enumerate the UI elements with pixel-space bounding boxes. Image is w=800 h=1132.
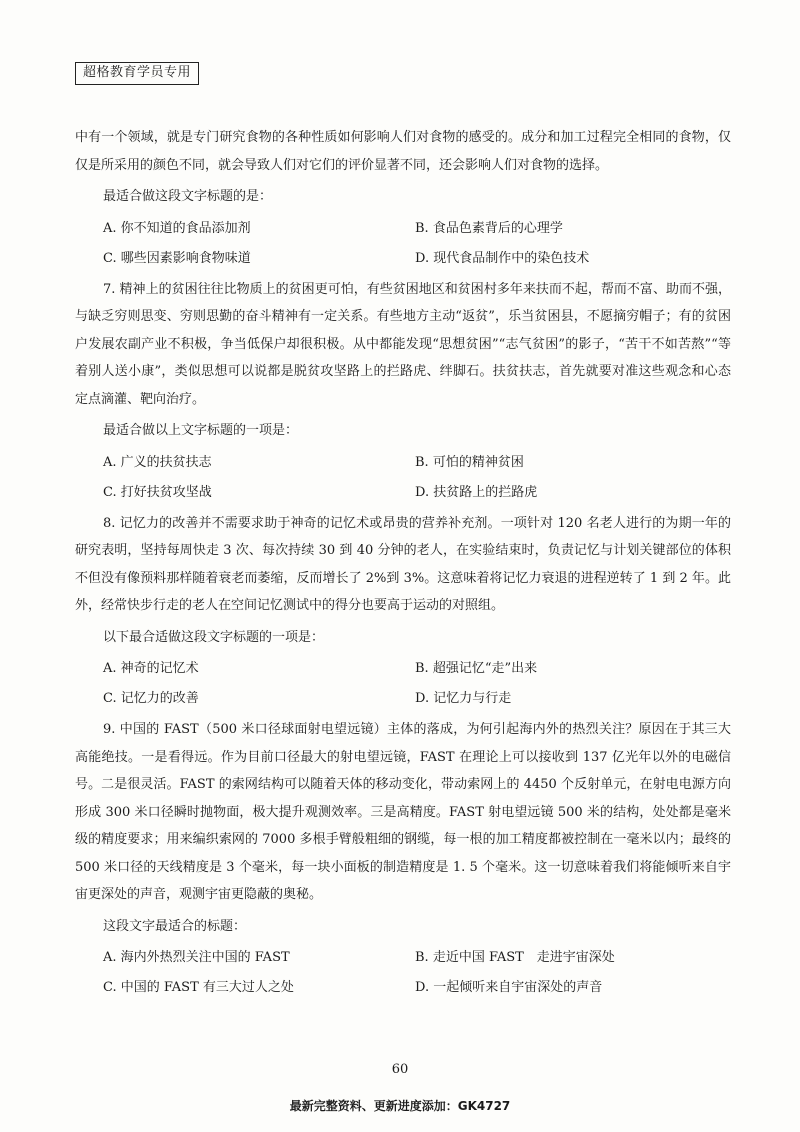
question-6-continuation	[75, 124, 731, 274]
page-number: 60	[391, 1062, 409, 1077]
options-grid	[75, 654, 731, 714]
option-b: B. 走近中国 FAST 走进宇宙深处	[415, 950, 615, 965]
option-b: B. 超强记忆“走”出来	[415, 661, 538, 676]
option-d: D. 现代食品制作中的染色技术	[415, 250, 590, 266]
passage-text: 7. 精神上的贫困往往比物质上的贫困更可怕，有些贫困地区和贫困村多年来扶而不起，帮而不富、助而不强，与缺乏穷则思变、穷则思勤的奋斗精神有一定关系。有些地方主动“返贫”，乐当贫困县，不愿摘穷帽子；有的贫困户发展农副产业不积极，争当低保户却很积极。从中都能发现“思想贫困”“志气贫困”的影子，“苦干不如苦熬”“等着别人送小康”，类似思想可以说都是脱贫攻坚路上的拦路虎、绊脚石。扶贫扶志，首先就要对准这些观念和心态定点滴灌、靶向治疗。	[75, 281, 731, 407]
passage-text: 9. 中国的 FAST（500 米口径球面射电望远镜）主体的落成，为何引起海内外的热烈关注？原因在于其三大高能绝技。一是看得远。作为目前口径最大的射电望远镜，FAST 在理论上可以接收到 137 亿光年以外的电磁信号。二是很灵活。FAST 的索网结构可以随着天体的移动变化，带动索网上的 4450 个反射单元，在射电电源方向形成 300 米口径瞬时抛物面，极大提升观测效率。三是高精度。FAST 射电望远镜 500 米的结构，处处都是毫米级的精度要求；用来编织索网的 7000 多根手臂般粗细的钢缆，每一根的加工精度都被控制在一毫米以内；最终的 500 米口径的天线精度是 3 个毫米，每一块小面板的制造精度是 1. 5 个毫米。这一切意味着我们将能倾听来自宇宙更深处的声音，观测宇宙更隐蔽的奥秘。	[75, 722, 731, 902]
option-c: C. 打好扶贫攻坚战	[103, 484, 212, 500]
option-d: D. 一起倾听来自宇宙深处的声音	[415, 980, 603, 995]
options-grid	[75, 214, 731, 274]
option-c: C. 中国的 FAST 有三大过人之处	[103, 980, 294, 995]
options-grid	[75, 448, 731, 508]
footer-note: 最新完整资料、更新进度添加：GK4727	[289, 1099, 511, 1113]
question-9	[75, 716, 731, 1003]
option-c: C. 记忆力的改善	[103, 691, 199, 706]
question-prompt: 以下最合适做这段文字标题的一项是：	[103, 629, 325, 645]
option-b: B. 可怕的精神贫困	[415, 454, 524, 470]
question-prompt: 最适合做这段文字标题的是：	[103, 189, 273, 204]
option-d: D. 记忆力与行走	[415, 691, 512, 706]
option-a: A. 海内外热烈关注中国的 FAST	[103, 950, 290, 965]
question-8	[75, 510, 731, 715]
option-a: A. 你不知道的食品添加剂	[103, 220, 251, 236]
options-grid	[75, 943, 731, 1003]
passage-text: 中有一个领域，就是专门研究食物的各种性质如何影响人们对食物的感受的。成分和加工过程完全相同的食物，仅仅是所采用的颜色不同，就会导致人们对它们的评价显著不同，还会影响人们对食物的选择。	[75, 130, 731, 173]
question-7	[75, 276, 731, 508]
question-prompt: 这段文字最适合的标题：	[103, 918, 247, 934]
passage-text: 8. 记忆力的改善并不需要求助于神奇的记忆术或昂贵的营养补充剂。一项针对 120 名老人进行的为期一年的研究表明，坚持每周快走 3 次、每次持续 30 到 40 分钟的老人，在实验结束时，负责记忆与计划关键部位的体积不但没有像预料那样随着衰老而萎缩，反而增长了 2%到 3%。这意味着将记忆力衰退的进程逆转了 1 到 2 年。此外，经常快步行走的老人在空间记忆测试中的得分也要高于运动的对照组。	[75, 515, 731, 613]
header-label: 超格教育学员专用	[75, 62, 199, 85]
option-c: C. 哪些因素影响食物味道	[103, 250, 251, 266]
option-a: A. 广义的扶贫扶志	[103, 454, 212, 470]
option-b: B. 食品色素背后的心理学	[415, 220, 563, 236]
option-d: D. 扶贫路上的拦路虎	[415, 484, 538, 500]
option-a: A. 神奇的记忆术	[103, 661, 199, 676]
page-content	[75, 124, 731, 1005]
question-prompt: 最适合做以上文字标题的一项是：	[103, 423, 299, 438]
